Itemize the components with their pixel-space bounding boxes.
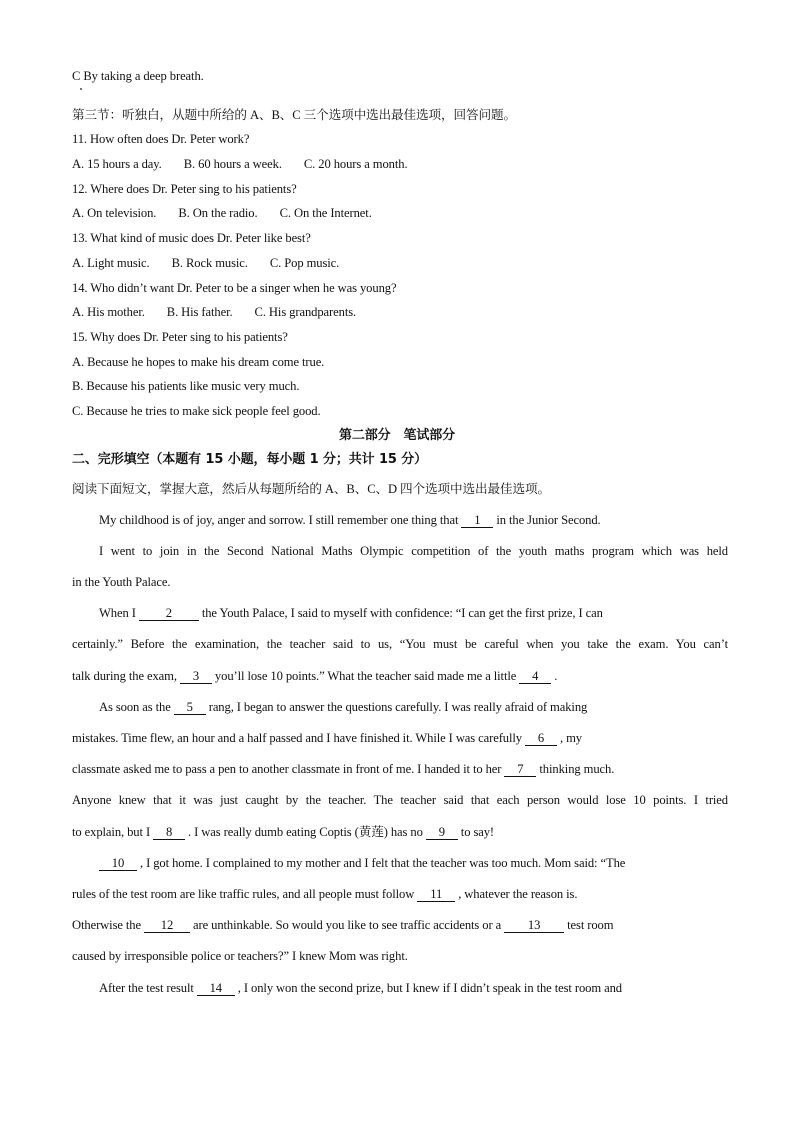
option-c-previous-question: C By taking a deep breath. xyxy=(72,69,204,83)
question-15-option-a: A. Because he hopes to make his dream come true. xyxy=(72,355,325,369)
option-a: A. Light music. xyxy=(72,256,150,270)
blank-5[interactable]: 5 xyxy=(174,701,206,715)
question-13: 13. What kind of music does Dr. Peter like best? xyxy=(72,231,311,245)
question-14: 14. Who didn’t want Dr. Peter to be a singer when he was young? xyxy=(72,281,397,295)
passage-line: After the test result 14 , I only won the second prize, but I knew if I didn’t speak in the test room and xyxy=(99,981,622,995)
blank-11[interactable]: 11 xyxy=(417,888,455,902)
option-c: C. His grandparents. xyxy=(254,305,357,319)
blank-1[interactable]: 1 xyxy=(461,514,493,528)
passage-line: 10 , I got home. I complained to my mother and I felt that the teacher was too much. Mom said: “The xyxy=(99,855,728,871)
question-14-options xyxy=(72,304,728,320)
blank-9[interactable]: 9 xyxy=(426,826,458,840)
passage-line: As soon as the 5 rang, I began to answer the questions carefully. I was really afraid of making xyxy=(99,700,588,714)
blank-14[interactable]: 14 xyxy=(197,982,235,996)
option-a: A. 15 hours a day. xyxy=(72,157,162,171)
question-11: 11. How often does Dr. Peter work? xyxy=(72,132,250,146)
question-13-options xyxy=(72,255,728,271)
passage-line: talk during the exam, 3 you’ll lose 10 points.” What the teacher said made me a little 4 . xyxy=(72,669,558,683)
blank-8[interactable]: 8 xyxy=(153,826,185,840)
blank-10[interactable]: 10 xyxy=(99,857,137,871)
question-15-option-c: C. Because he tries to make sick people feel good. xyxy=(72,404,321,418)
option-a: A. On television. xyxy=(72,206,157,220)
option-a: A. His mother. xyxy=(72,305,145,319)
passage-line: classmate asked me to pass a pen to another classmate in front of me. I handed it to her 7 thinking much. xyxy=(72,762,615,776)
blank-7[interactable]: 7 xyxy=(504,763,536,777)
question-12: 12. Where does Dr. Peter sing to his patients? xyxy=(72,182,297,196)
option-c: C. On the Internet. xyxy=(279,206,372,220)
option-c: C. 20 hours a month. xyxy=(303,157,408,171)
blank-3[interactable]: 3 xyxy=(180,670,212,684)
passage-line: Otherwise the 12 are unthinkable. So would you like to see traffic accidents or a 13 test room xyxy=(72,918,614,932)
option-b: B. His father. xyxy=(166,305,233,319)
stray-dot xyxy=(80,88,82,90)
section2-title: 二、完形填空（本题有 15 小题，每小题 1 分；共计 15 分） xyxy=(72,452,428,467)
passage-line: I went to join in the Second National Maths Olympic competition of the youth maths program which was held xyxy=(99,544,728,558)
passage-line: to explain, but I 8 . I was really dumb eating Coptis (黄莲) has no 9 to say! xyxy=(72,825,495,839)
question-11-options xyxy=(72,156,728,172)
question-15: 15. Why does Dr. Peter sing to his patients? xyxy=(72,330,288,344)
passage-line: certainly.” Before the examination, the teacher said to us, “You must be careful when you take the exam. You can’t xyxy=(72,637,728,651)
section2-instructions: 阅读下面短文，掌握大意，然后从每题所给的 A、B、C、D 四个选项中选出最佳选项。 xyxy=(72,482,550,496)
passage-line: caused by irresponsible police or teachers?” I knew Mom was right. xyxy=(72,949,408,963)
passage-line: rules of the test room are like traffic rules, and all people must follow 11 , whatever the reason is. xyxy=(72,887,578,901)
blank-13[interactable]: 13 xyxy=(504,919,564,933)
option-b: B. On the radio. xyxy=(178,206,258,220)
passage-line: My childhood is of joy, anger and sorrow. I still remember one thing that 1 in the Junior Second. xyxy=(99,513,601,527)
question-12-options xyxy=(72,205,728,221)
blank-2[interactable]: 2 xyxy=(139,607,199,621)
option-c: C. Pop music. xyxy=(269,256,340,270)
blank-12[interactable]: 12 xyxy=(144,919,190,933)
blank-6[interactable]: 6 xyxy=(525,732,557,746)
passage-line: Anyone knew that it was just caught by the teacher. The teacher said that each person would lose 10 points. I tried xyxy=(72,793,728,807)
option-b: B. 60 hours a week. xyxy=(183,157,282,171)
passage-line: mistakes. Time flew, an hour and a half passed and I have finished it. While I was carefully 6 , my xyxy=(72,731,582,745)
option-b: B. Rock music. xyxy=(171,256,248,270)
question-15-option-b: B. Because his patients like music very much. xyxy=(72,379,300,393)
passage-line: When I 2 the Youth Palace, I said to myself with confidence: “I can get the first prize, I can xyxy=(99,606,603,620)
blank-4[interactable]: 4 xyxy=(519,670,551,684)
passage-line: in the Youth Palace. xyxy=(72,575,171,589)
section3-header: 第三节：听独白，从题中所给的 A、B、C 三个选项中选出最佳选项，回答问题。 xyxy=(72,108,516,122)
part2-title: 第二部分 笔试部分 xyxy=(338,428,456,443)
